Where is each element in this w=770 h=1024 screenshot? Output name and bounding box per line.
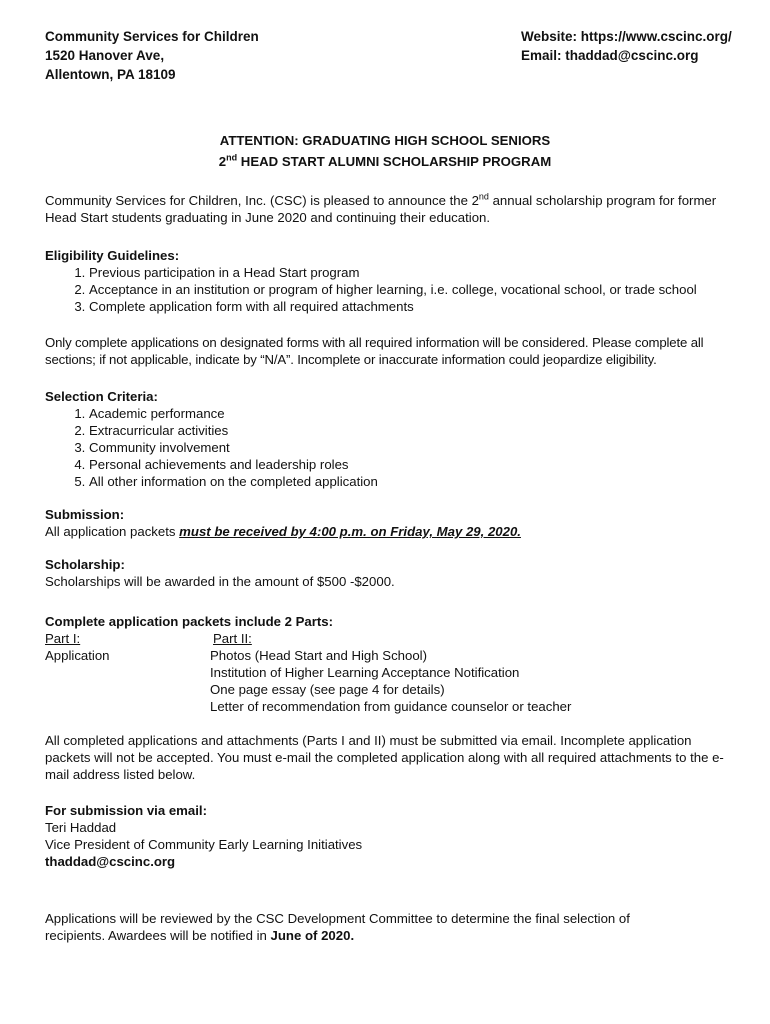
address-line-2: Allentown, PA 18109 bbox=[45, 67, 176, 82]
selection-list bbox=[45, 405, 745, 490]
list-item: 1. Academic performance bbox=[89, 405, 745, 422]
submission-heading: Submission: bbox=[45, 507, 125, 522]
part-2-item: Letter of recommendation from guidance counselor or teacher bbox=[210, 699, 572, 714]
part-2-item: Photos (Head Start and High School) bbox=[210, 648, 427, 663]
contact-info-block bbox=[521, 27, 732, 65]
list-item: 2. Extracurricular activities bbox=[89, 422, 745, 439]
intro-paragraph: Community Services for Children, Inc. (CSC) is pleased to announce the 2nd annual scholarship program for former Head Start students graduating in June 2020 and continuing their education. bbox=[45, 191, 717, 225]
email-instructions: All completed applications and attachments (Parts I and II) must be submitted via email. Incomplete application packets will not be accepted. You must e-mail the completed application along with all required attachments to the e-mail address listed below. bbox=[45, 733, 724, 782]
part-2-label: Part II: bbox=[213, 631, 252, 646]
contact-section bbox=[45, 802, 745, 870]
list-item: 1. Previous participation in a Head Start program bbox=[89, 264, 745, 281]
scholarship-heading: Scholarship: bbox=[45, 557, 125, 572]
notification-date: June of 2020. bbox=[270, 928, 355, 943]
page-title-line-1: ATTENTION: GRADUATING HIGH SCHOOL SENIORS bbox=[219, 133, 551, 148]
list-item: 3. Community involvement bbox=[89, 439, 745, 456]
list-item: 4. Personal achievements and leadership roles bbox=[89, 456, 745, 473]
submission-deadline: must be received by 4:00 p.m. on Friday, May 29, 2020. bbox=[179, 524, 521, 539]
page-title-line-2: 2nd HEAD START ALUMNI SCHOLARSHIP PROGRAM bbox=[218, 152, 552, 169]
website-text[interactable]: Website: https://www.cscinc.org/ bbox=[521, 29, 732, 44]
scholarship-text: Scholarships will be awarded in the amount of $500 -$2000. bbox=[45, 574, 395, 589]
contact-email[interactable]: thaddad@cscinc.org bbox=[45, 854, 176, 869]
scholarship-section bbox=[45, 556, 745, 590]
org-name: Community Services for Children bbox=[45, 29, 259, 44]
completeness-note: Only complete applications on designated forms with all required information will be considered. Please complete all sections; if not applicable, indicate by “N/A”. Incomplete or inaccurate information could jeopardize eligibility. bbox=[45, 335, 704, 367]
eligibility-list bbox=[45, 264, 745, 315]
eligibility-heading: Eligibility Guidelines: bbox=[45, 248, 180, 263]
part-1-item: Application bbox=[45, 648, 110, 663]
selection-heading: Selection Criteria: bbox=[45, 389, 158, 404]
submission-text: All application packets must be received by 4:00 p.m. on Friday, May 29, 2020. bbox=[45, 524, 521, 539]
part-2-item: Institution of Higher Learning Acceptance Notification bbox=[210, 665, 520, 680]
submission-section bbox=[45, 506, 745, 540]
part-2-item: One page essay (see page 4 for details) bbox=[210, 682, 445, 697]
eligibility-section bbox=[45, 247, 745, 315]
address-line-1: 1520 Hanover Ave, bbox=[45, 48, 165, 63]
list-item: 2. Acceptance in an institution or program of higher learning, i.e. college, vocational school, or trade school bbox=[89, 281, 745, 298]
packets-heading: Complete application packets include 2 Parts: bbox=[45, 614, 334, 629]
org-address-block bbox=[45, 27, 259, 84]
contact-name: Teri Haddad bbox=[45, 820, 117, 835]
list-item: 5. All other information on the completed application bbox=[89, 473, 745, 490]
packets-section bbox=[45, 613, 745, 714]
contact-title: Vice President of Community Early Learning Initiatives bbox=[45, 837, 363, 852]
selection-section bbox=[45, 388, 745, 490]
contact-heading: For submission via email: bbox=[45, 803, 207, 818]
part-1-label: Part I: bbox=[45, 631, 81, 646]
list-item: 3. Complete application form with all required attachments bbox=[89, 298, 745, 315]
closing-paragraph: Applications will be reviewed by the CSC Development Committee to determine the final selection of recipients. Awardees will be notified in June of 2020. bbox=[45, 911, 630, 943]
email-text[interactable]: Email: thaddad@cscinc.org bbox=[521, 48, 699, 63]
